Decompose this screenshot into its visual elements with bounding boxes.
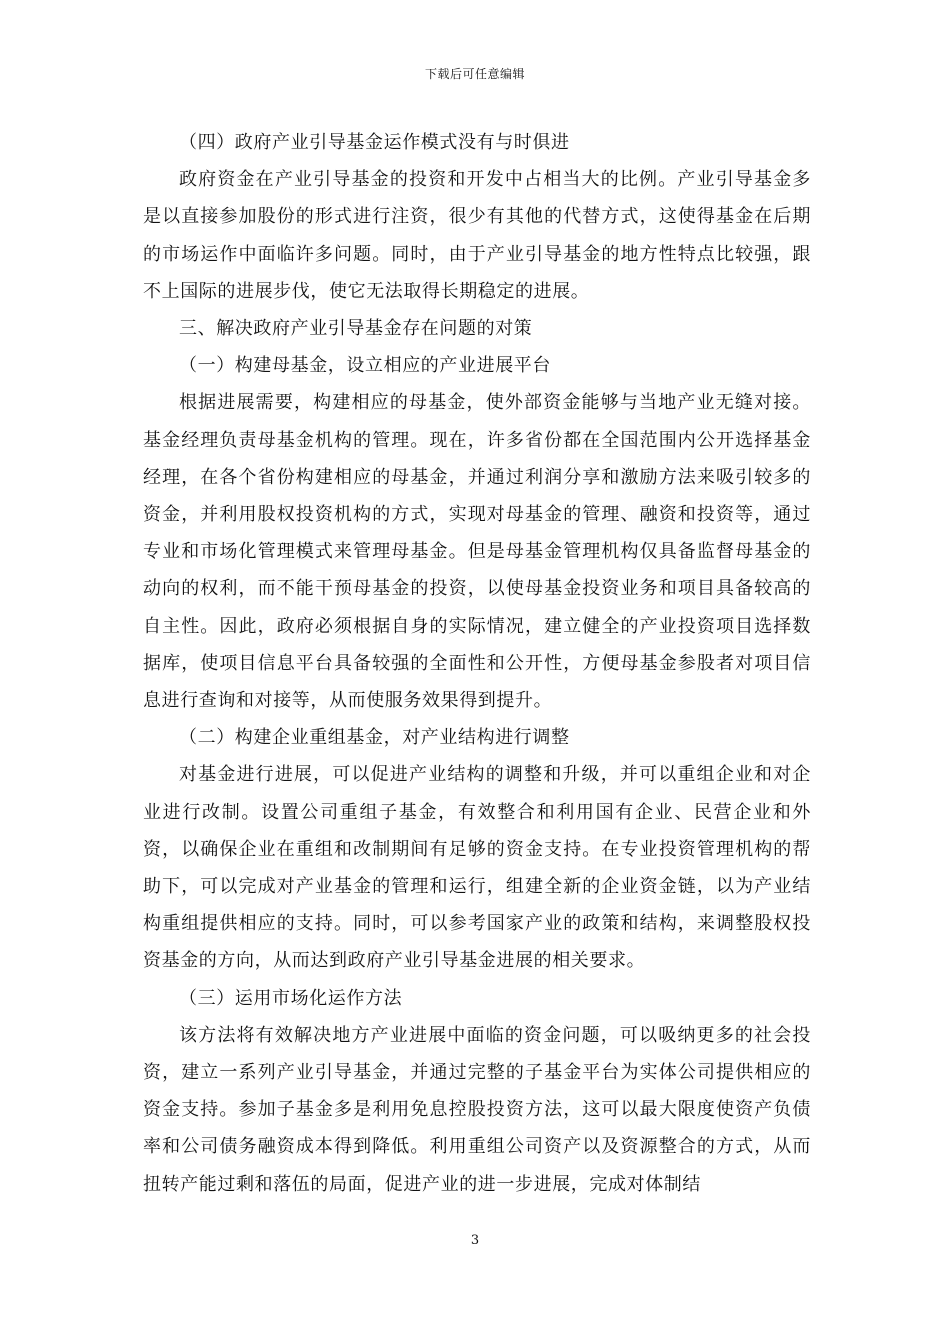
body-paragraph: 根据进展需要，构建相应的母基金，使外部资金能够与当地产业无缝对接。基金经理负责母基金机构的管理。现在，许多省份都在全国范围内公开选择基金经理，在各个省份构建相应的母基金，并通过利润分享和激励方法来吸引较多的资金，并利用股权投资机构的方式，实现对母基金的管理、融资和投资等，通过专业和市场化管理模式来管理母基金。但是母基金管理机构仅具备监督母基金的动向的权利，而不能干预母基金的投资，以使母基金投资业务和项目具备较高的自主性。因此，政府必须根据自身的实际情况，建立健全的产业投资项目选择数据库，使项目信息平台具备较强的全面性和公开性，方便母基金参股者对项目信息进行查询和对接等，从而使服务效果得到提升。 xyxy=(143,392,811,712)
section-heading-4: （四）政府产业引导基金运作模式没有与时俱进 xyxy=(179,132,570,153)
page-header: 下载后可任意编辑 xyxy=(424,67,525,81)
subsection-heading-1: （一）构建母基金，设立相应的产业进展平台 xyxy=(179,355,551,377)
subsection-heading-2: （二）构建企业重组基金，对产业结构进行调整 xyxy=(179,727,570,749)
document-body xyxy=(143,124,811,1203)
page-number: 3 xyxy=(470,1233,480,1248)
body-paragraph: 对基金进行进展，可以促进产业结构的调整和升级，并可以重组企业和对企业进行改制。设置公司重组子基金，有效整合和利用国有企业、民营企业和外资，以确保企业在重组和改制期间有足够的资金支持。在专业投资管理机构的帮助下，可以完成对产业基金的管理和运行，组建全新的企业资金链，以为产业结构重组提供相应的支持。同时，可以参考国家产业的政策和结构，来调整股权投资基金的方向，从而达到政府产业引导基金进展的相关要求。 xyxy=(143,764,811,972)
subsection-heading-3: （三）运用市场化运作方法 xyxy=(179,987,403,1009)
body-paragraph: 政府资金在产业引导基金的投资和开发中占相当大的比例。产业引导基金多是以直接参加股份的形式进行注资，很少有其他的代替方式，这使得基金在后期的市场运作中面临许多问题。同时，由于产业引导基金的地方性特点比较强，跟不上国际的进展步伐，使它无法取得长期稳定的进展。 xyxy=(143,169,811,302)
section-heading-main: 三、解决政府产业引导基金存在问题的对策 xyxy=(179,318,533,340)
body-paragraph: 该方法将有效解决地方产业进展中面临的资金问题，可以吸纳更多的社会投资，建立一系列产业引导基金，并通过完整的子基金平台为实体公司提供相应的资金支持。参加子基金多是利用免息控股投资方法，这可以最大限度使资产负债率和公司债务融资成本得到降低。利用重组公司资产以及资源整合的方式，从而扭转产能过剩和落伍的局面，促进产业的进一步进展，完成对体制结 xyxy=(143,1024,811,1195)
